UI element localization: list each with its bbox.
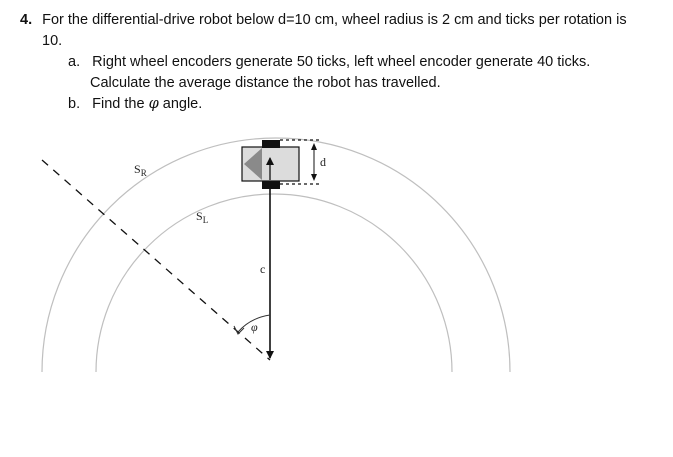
d-arrowhead-up <box>311 143 317 150</box>
part-a-text-1: Right wheel encoders generate 50 ticks, left wheel encoder generate 40 ticks. <box>92 54 591 70</box>
part-b-marker: b. <box>68 96 81 112</box>
center-label: c <box>260 262 266 276</box>
part-b-suffix: angle. <box>162 96 203 112</box>
d-arrowhead-down <box>311 174 317 181</box>
phi-label: φ <box>251 320 258 334</box>
sl-label: $S_L$ <box>196 209 209 225</box>
inner-arc <box>96 194 452 372</box>
question-text-1: For the differential-drive robot below d=10 cm, wheel radius is 2 cm and ticks per rotation is <box>42 12 627 28</box>
question-number: 4. <box>20 12 33 28</box>
part-a-text-2: Calculate the average distance the robot has travelled. <box>90 75 441 91</box>
d-label: d <box>320 155 326 169</box>
part-b-phi-symbol: φ <box>148 96 159 112</box>
part-a-marker: a. <box>68 54 81 70</box>
part-b-prefix: Find the <box>92 96 145 112</box>
left-wheel <box>262 181 280 189</box>
right-wheel <box>262 140 280 148</box>
question-text-2: 10. <box>42 33 63 49</box>
sr-label: $S_R$ <box>134 162 147 178</box>
